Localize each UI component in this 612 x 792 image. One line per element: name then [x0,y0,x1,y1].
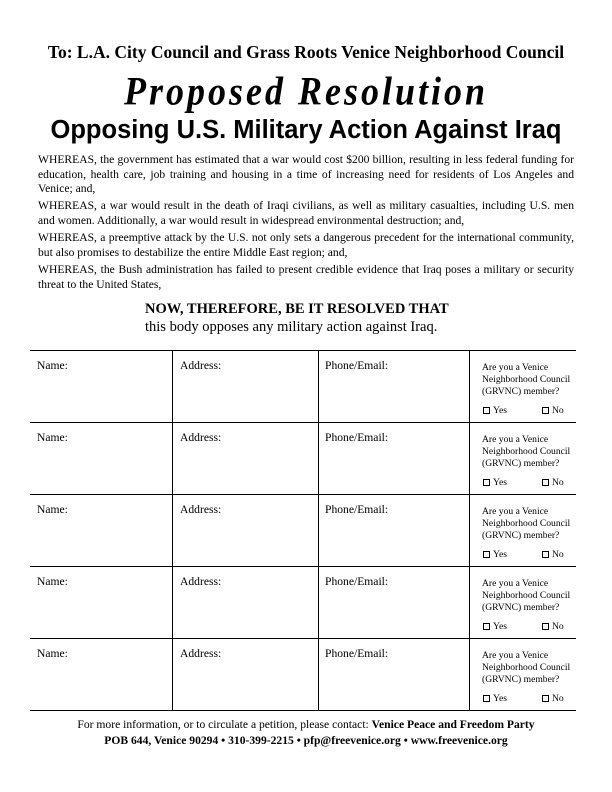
checkbox-icon [542,407,549,414]
no-checkbox[interactable] [542,549,564,560]
yes-checkbox[interactable] [483,693,507,704]
checkbox-icon [542,695,549,702]
form-row-rule [30,422,576,423]
form-row-rule [30,638,576,639]
yes-checkbox[interactable] [483,477,507,488]
member-question: Are you a Venice Neighborhood Council (GRVNC) member? [482,506,571,542]
name-field[interactable]: Name: [37,431,68,444]
resolved-text: this body opposes any military action against Iraq. [145,319,438,335]
whereas-clause: WHEREAS, a war would result in the death of Iraqi civilians, as well as military casualties, including U.S. men and women. Additionally, a war would result in widespread environmental destruction; and, [38,199,574,227]
document-title: Proposed Resolution [123,68,489,114]
yes-checkbox[interactable] [483,621,507,632]
member-question: Are you a Venice Neighborhood Council (GRVNC) member? [482,650,571,686]
form-column-rule [172,350,173,710]
form-row-rule [30,494,576,495]
whereas-clause: WHEREAS, the government has estimated that a war would cost $200 billion, resulting in less federal funding for education, health care, job training and housing in a time of increasing need for residents of Los Angeles and Venice; and, [38,153,574,196]
no-checkbox[interactable] [542,477,564,488]
whereas-clauses [38,153,574,295]
yes-checkbox[interactable] [483,549,507,560]
yes-label: Yes [493,477,507,488]
checkbox-icon [483,551,490,558]
checkbox-icon [483,407,490,414]
no-label: No [552,549,564,560]
form-column-rule [318,350,319,710]
form-row-rule [30,566,576,567]
yes-label: Yes [493,693,507,704]
footer-contact-line [0,718,612,731]
name-field[interactable]: Name: [37,647,68,660]
no-label: No [552,621,564,632]
footer-address-line: POB 644, Venice 90294 • 310-399-2215 • pfp@freevenice.org • www.freevenice.org [104,734,508,747]
phone-email-field[interactable]: Phone/Email: [325,575,389,588]
resolution-statement [145,300,449,336]
yes-checkbox[interactable] [483,405,507,416]
checkbox-icon [542,479,549,486]
form-row-rule [30,350,576,351]
no-label: No [552,405,564,416]
address-field[interactable]: Address: [180,431,222,444]
name-field[interactable]: Name: [37,359,68,372]
footer-org: Venice Peace and Freedom Party [371,718,535,731]
no-checkbox[interactable] [542,693,564,704]
address-field[interactable]: Address: [180,359,222,372]
no-label: No [552,477,564,488]
addressee-line: To: L.A. City Council and Grass Roots Venice Neighborhood Council [47,42,565,62]
checkbox-icon [483,695,490,702]
no-label: No [552,693,564,704]
yes-label: Yes [493,405,507,416]
form-column-rule [469,350,470,710]
checkbox-icon [542,551,549,558]
phone-email-field[interactable]: Phone/Email: [325,503,389,516]
phone-email-field[interactable]: Phone/Email: [325,359,389,372]
address-field[interactable]: Address: [180,503,222,516]
yes-label: Yes [493,549,507,560]
no-checkbox[interactable] [542,405,564,416]
member-question: Are you a Venice Neighborhood Council (GRVNC) member? [482,434,571,470]
no-checkbox[interactable] [542,621,564,632]
address-field[interactable]: Address: [180,575,222,588]
footer-prefix: For more information, or to circulate a petition, please contact: [77,718,369,731]
name-field[interactable]: Name: [37,503,68,516]
checkbox-icon [483,623,490,630]
resolved-heading: NOW, THEREFORE, BE IT RESOLVED THAT [145,301,449,317]
name-field[interactable]: Name: [37,575,68,588]
whereas-clause: WHEREAS, the Bush administration has failed to present credible evidence that Iraq poses a military or security threat to the United States, [38,262,574,291]
phone-email-field[interactable]: Phone/Email: [325,431,389,444]
document-subtitle: Opposing U.S. Military Action Against Iraq [50,116,562,144]
member-question: Are you a Venice Neighborhood Council (GRVNC) member? [482,362,571,398]
checkbox-icon [483,479,490,486]
yes-label: Yes [493,621,507,632]
phone-email-field[interactable]: Phone/Email: [325,647,389,660]
member-question: Are you a Venice Neighborhood Council (GRVNC) member? [482,578,571,614]
checkbox-icon [542,623,549,630]
whereas-clause: WHEREAS, a preemptive attack by the U.S. not only sets a dangerous precedent for the international community, but also promises to destabilize the entire Middle East region; and, [38,231,574,259]
form-row-rule [30,710,576,711]
address-field[interactable]: Address: [180,647,222,660]
